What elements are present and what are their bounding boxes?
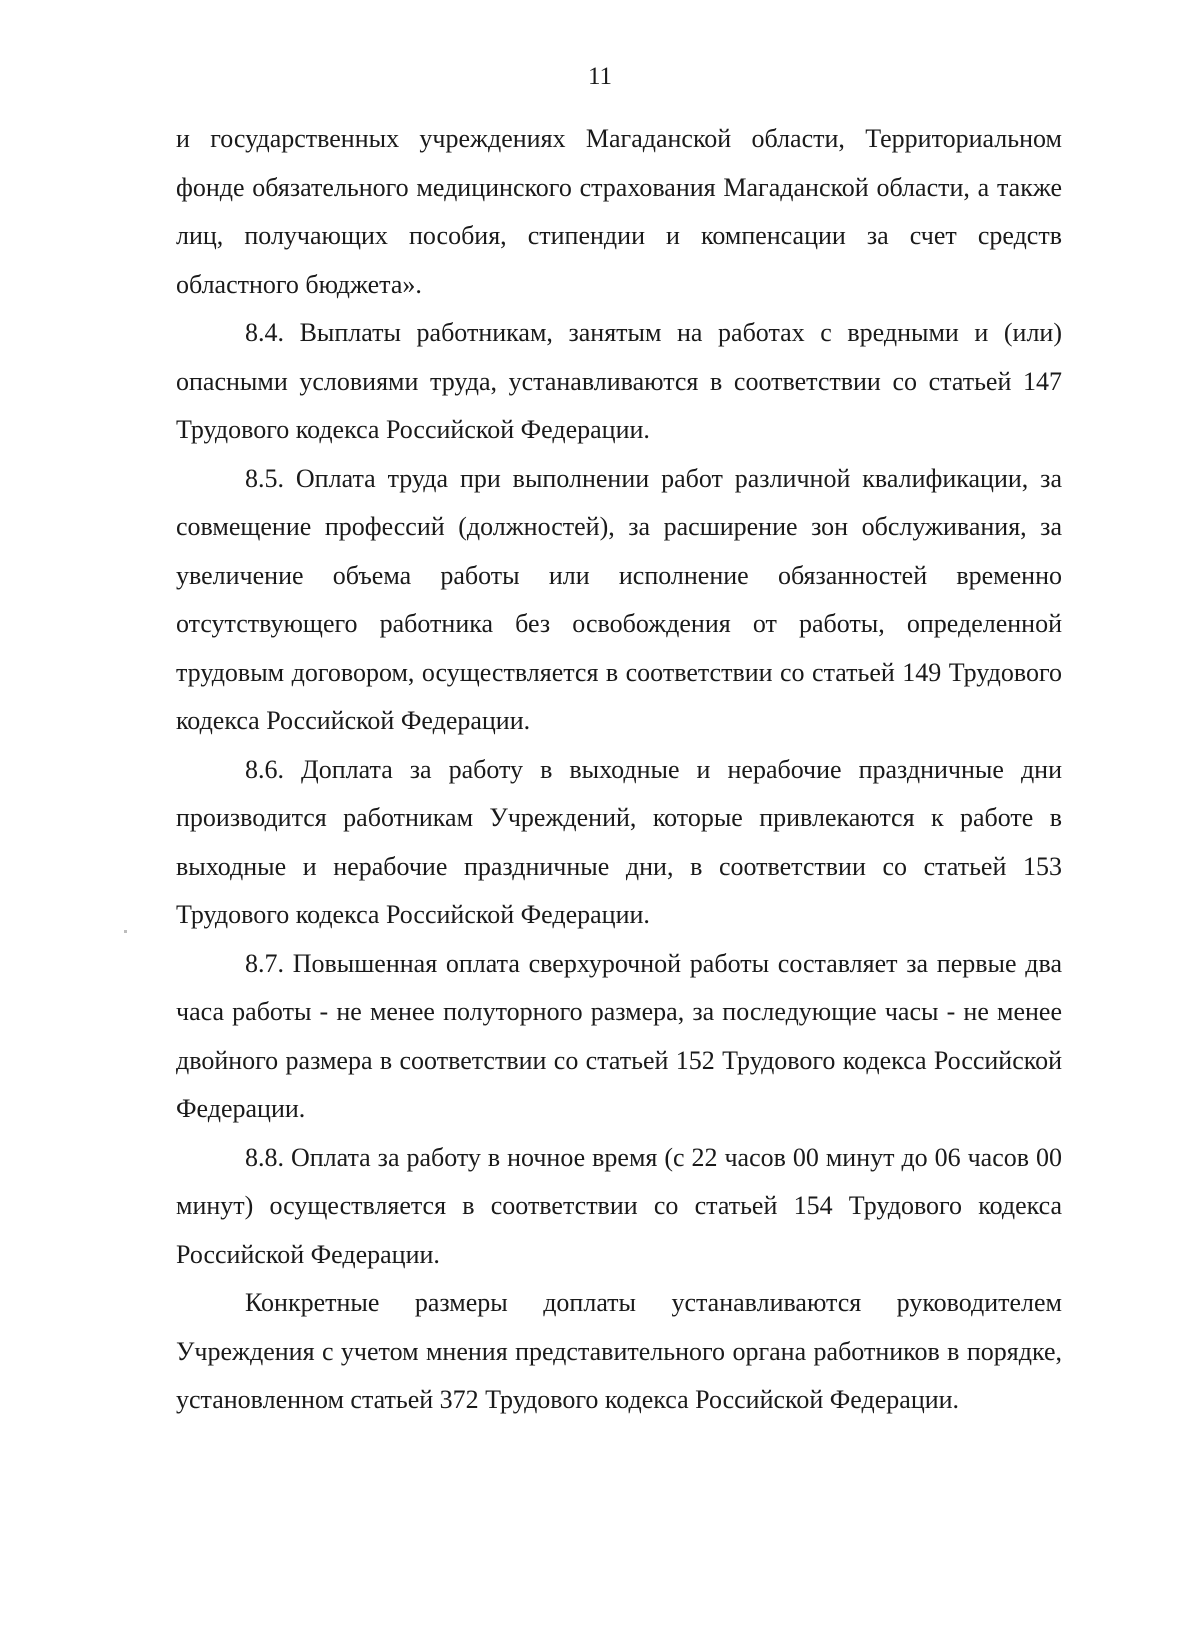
paragraph-8-7: 8.7. Повышенная оплата сверхурочной работы составляет за первые два часа работы - не менее полуторного размера, за последующие часы - не менее двойного размера в соответствии со статьей 152 Трудового кодекса Российской Федерации. <box>176 948 1062 1123</box>
page-number: 11 <box>587 63 613 90</box>
paragraph-8-8: 8.8. Оплата за работу в ночное время (с 22 часов 00 минут до 06 часов 00 минут) осуществляется в соответствии со статьей 154 Трудового кодекса Российской Федерации. <box>176 1142 1062 1269</box>
paragraph-continuation: и государственных учреждениях Магаданской области, Территориальном фонде обязательного медицинского страхования Магаданской области, а также лиц, получающих пособия, стипендии и компенсации за счет средств областного бюджета». <box>176 124 1062 299</box>
paragraph-8-4: 8.4. Выплаты работникам, занятым на работах с вредными и (или) опасными условиями труда, устанавливаются в соответствии со статьей 147 Трудового кодекса Российской Федерации. <box>176 318 1062 444</box>
paragraph-doplata-amounts: Конкретные размеры доплаты устанавливаются руководителем Учреждения с учетом мнения представительного органа работников в порядке, установленном статьей 372 Трудового кодекса Российской Федерации. <box>176 1288 1062 1414</box>
document-body <box>176 115 1062 1425</box>
scan-speck <box>124 930 127 933</box>
paragraph-8-6: 8.6. Доплата за работу в выходные и нерабочие праздничные дни производится работникам Учреждений, которые привлекаются к работе в выходные и нерабочие праздничные дни, в соответствии со статьей 153 Трудового кодекса Российской Федерации. <box>176 754 1062 929</box>
paragraph-8-5: 8.5. Оплата труда при выполнении работ различной квалификации, за совмещение профессий (должностей), за расширение зон обслуживания, за увеличение объема работы или исполнение обязанностей временно отсутствующего работника без освобождения от работы, определенной трудовым договором, осуществляется в соответствии со статьей 149 Трудового кодекса Российской Федерации. <box>176 463 1062 735</box>
